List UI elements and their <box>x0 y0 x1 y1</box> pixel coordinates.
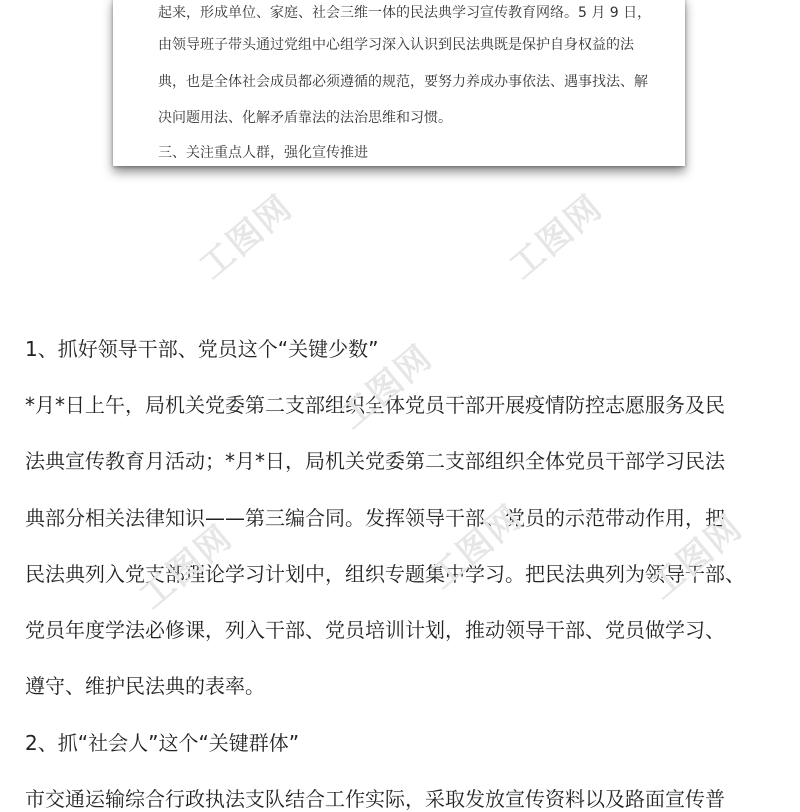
watermark: 工图网 <box>642 507 751 608</box>
excerpt-section-heading: 三、关注重点人群，强化宣传推进 <box>158 145 368 161</box>
body-paragraph-line: *月*日上午，局机关党委第二支部组织全体党员干部开展疫情防控志愿服务及民 <box>25 393 725 417</box>
document-excerpt-card <box>113 0 685 166</box>
body-heading-1: 1、抓好领导干部、党员这个“关键少数” <box>25 337 379 361</box>
watermark: 工图网 <box>192 187 301 288</box>
body-paragraph-line: 民法典列入党支部理论学习计划中，组织专题集中学习。把民法典列为领导干部、 <box>25 562 745 586</box>
watermark: 工图网 <box>332 337 441 438</box>
excerpt-line: 起来，形成单位、家庭、社会三维一体的民法典学习宣传教育网络。5 月 9 日， <box>158 5 652 21</box>
watermark: 工图网 <box>422 497 531 598</box>
body-paragraph-line: 市交通运输综合行政执法支队结合工作实际，采取发放宣传资料以及路面宣传普 <box>25 787 725 811</box>
excerpt-line: 典，也是全体社会成员都必须遵循的规范，要努力养成办事依法、遇事找法、解 <box>158 74 648 90</box>
body-paragraph-line: 党员年度学法必修课，列入干部、党员培训计划，推动领导干部、党员做学习、 <box>25 618 725 642</box>
body-paragraph-line: 典部分相关法律知识——第三编合同。发挥领导干部、党员的示范带动作用，把 <box>25 506 725 530</box>
body-paragraph-line: 遵守、维护民法典的表率。 <box>25 674 265 698</box>
watermark: 工图网 <box>132 517 241 618</box>
excerpt-line: 由领导班子带头通过党组中心组学习深入认识到民法典既是保护自身权益的法 <box>158 37 634 53</box>
body-paragraph-line: 法典宣传教育月活动；*月*日，局机关党委第二支部组织全体党员干部学习民法 <box>25 449 725 473</box>
body-heading-2: 2、抓“社会人”这个“关键群体” <box>25 731 300 755</box>
watermark: 工图网 <box>502 187 611 288</box>
excerpt-line: 决问题用法、化解矛盾靠法的法治思维和习惯。 <box>158 110 452 126</box>
